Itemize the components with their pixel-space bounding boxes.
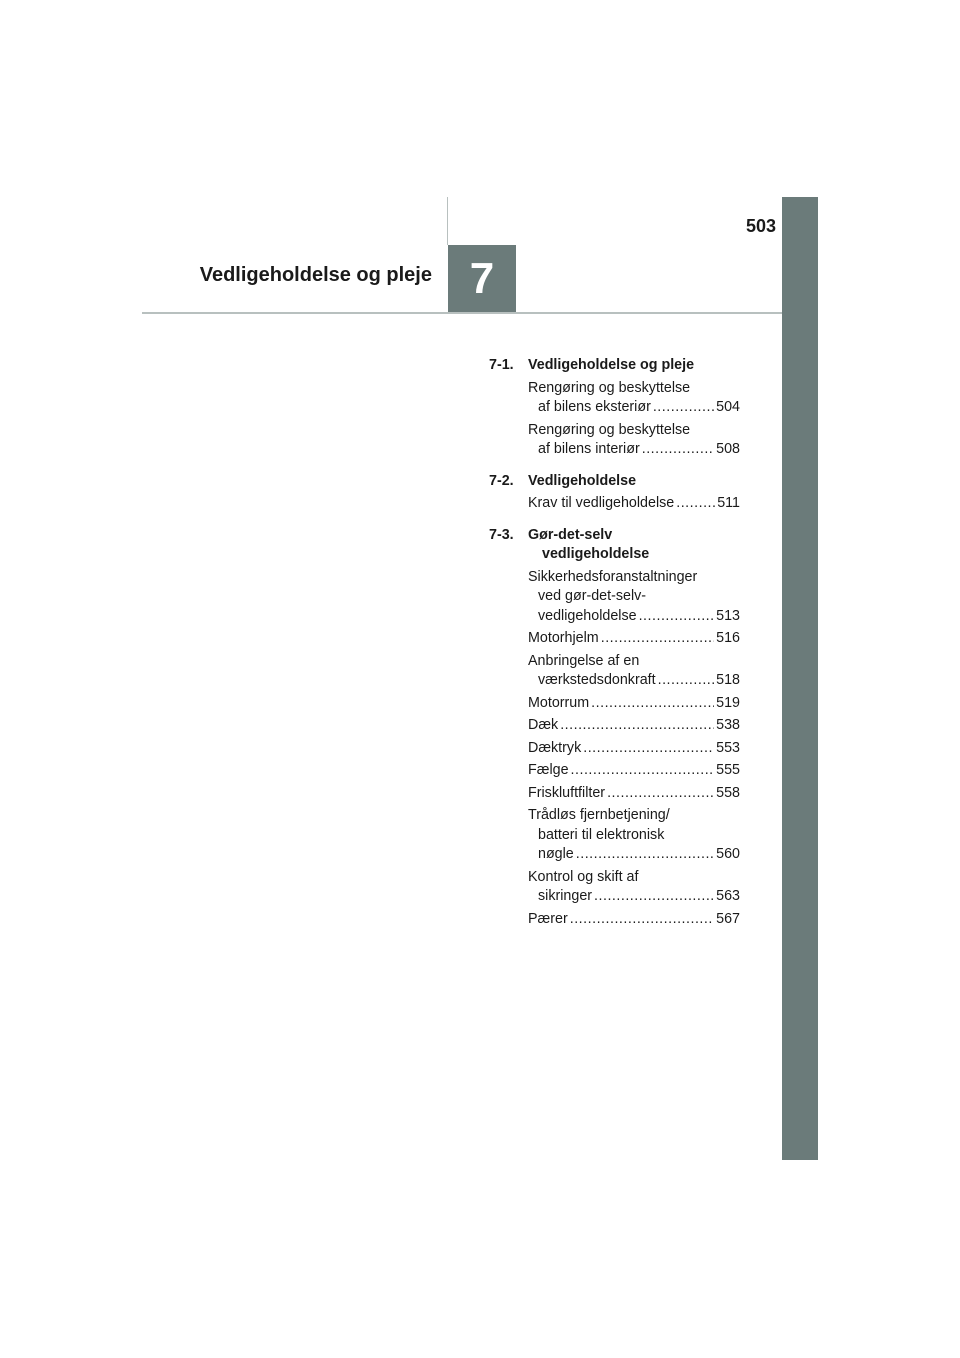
chapter-side-tab (782, 197, 818, 1160)
toc-entry-text: Motorhjelm (528, 630, 599, 646)
dot-leader (560, 716, 714, 736)
toc-entry[interactable] (480, 694, 740, 714)
toc-entry-leader-line (528, 398, 740, 418)
toc-section-heading (480, 356, 740, 376)
toc-entry-line: batteri til elektronisk (538, 826, 665, 843)
dot-leader (676, 494, 715, 514)
toc-entry-page-number: 555 (716, 762, 740, 778)
toc-entry[interactable] (480, 739, 740, 759)
toc-entry-page-number: 511 (717, 495, 740, 511)
toc-entry-text: af bilens interiør (538, 441, 640, 457)
toc-entry[interactable] (480, 568, 740, 627)
toc-section-number: 7-3. (489, 526, 514, 543)
toc-entry-page-number: 516 (716, 630, 740, 646)
toc-entry-line: Trådløs fjernbetjening/ (528, 807, 670, 823)
page-number: 503 (745, 216, 776, 236)
vertical-divider (447, 197, 448, 245)
toc-entry-page-number: 563 (716, 888, 740, 904)
toc-entry-text: af bilens eksteriør (538, 399, 651, 415)
toc-section-title: Vedligeholdelse (528, 472, 637, 489)
toc-entry-leader-line (528, 671, 740, 691)
dot-leader (639, 607, 715, 627)
toc-section (480, 356, 740, 460)
toc-entry-page-number: 553 (716, 739, 740, 756)
toc-entry-page-number: 560 (716, 846, 740, 862)
toc-entry-leader-line (528, 694, 740, 714)
dot-leader (591, 694, 714, 714)
toc-entry-leader-line (528, 607, 740, 627)
toc-entry-text: Krav til vedligeholdelse (528, 495, 675, 511)
toc-section-heading (480, 526, 740, 565)
toc-entry-leader-line (528, 845, 740, 865)
header-divider (142, 312, 782, 314)
toc-entry-line: Sikkerhedsforanstaltninger (528, 568, 698, 585)
toc-entry-text: Friskluftfilter (528, 784, 606, 801)
toc-entry[interactable] (480, 761, 740, 781)
toc-entry-leader-line (528, 887, 740, 907)
toc-section (480, 526, 740, 930)
toc-section (480, 472, 740, 514)
toc-entry-leader-line (528, 494, 740, 514)
dot-leader (653, 398, 714, 418)
toc-entry-page-number: 519 (716, 694, 740, 711)
toc-entry-leader-line (528, 440, 740, 460)
toc-entry[interactable] (480, 379, 740, 418)
dot-leader (601, 629, 714, 649)
dot-leader (571, 761, 715, 781)
toc-entry-leader-line (528, 739, 740, 759)
toc-entry-text: Dæk (528, 717, 559, 733)
toc-entry[interactable] (480, 806, 740, 865)
toc-entry-text: sikringer (538, 888, 593, 904)
toc-entry-page-number: 538 (716, 717, 740, 733)
toc-entry-leader-line (528, 629, 740, 649)
toc-entry-page-number: 567 (716, 910, 740, 927)
dot-leader (570, 910, 714, 930)
chapter-title: Vedligeholdelse og pleje (199, 264, 432, 286)
toc-entry-text: Motorrum (528, 694, 590, 711)
toc-entry[interactable] (480, 784, 740, 804)
toc-entry-leader-line (528, 716, 740, 736)
toc-entry-text: Fælge (528, 762, 569, 778)
toc-entry-text: Pærer (528, 910, 568, 927)
toc-entry-line: ved gør-det-selv- (538, 588, 647, 604)
chapter-number-box (448, 245, 516, 312)
toc-entry-leader-line (528, 910, 740, 930)
toc-entry-line: Rengøring og beskyttelse (528, 379, 691, 396)
toc-section-number: 7-2. (489, 472, 514, 489)
dot-leader (583, 739, 714, 759)
toc-entry-text: vedligeholdelse (538, 607, 637, 624)
toc-entry-text: værkstedsdonkraft (538, 672, 656, 688)
toc-entry-text: Dæktryk (528, 739, 582, 756)
toc-entry-page-number: 558 (716, 784, 740, 801)
table-of-contents (480, 356, 740, 941)
toc-section-title: Vedligeholdelse og pleje (528, 357, 695, 373)
toc-entry-page-number: 508 (716, 441, 740, 457)
toc-entry[interactable] (480, 868, 740, 907)
dot-leader (576, 845, 714, 865)
chapter-number: 7 (469, 253, 495, 303)
toc-entry-line: Anbringelse af en (528, 652, 640, 669)
toc-section-number: 7-1. (489, 357, 514, 373)
toc-section-title-continued: vedligeholdelse (542, 546, 650, 562)
toc-section-title: Gør-det-selv (528, 526, 613, 543)
dot-leader (607, 784, 714, 804)
toc-entry[interactable] (480, 652, 740, 691)
toc-entry[interactable] (480, 910, 740, 930)
toc-entry-text: nøgle (538, 846, 574, 862)
toc-entry-leader-line (528, 784, 740, 804)
dot-leader (594, 887, 714, 907)
toc-section-heading (480, 472, 740, 492)
toc-entry[interactable] (480, 629, 740, 649)
toc-entry-page-number: 513 (716, 607, 740, 624)
toc-entry-line: Kontrol og skift af (528, 868, 639, 885)
dot-leader (658, 671, 715, 691)
toc-entry-page-number: 504 (716, 399, 740, 415)
toc-entry-page-number: 518 (716, 672, 740, 688)
toc-entry-line: Rengøring og beskyttelse (528, 421, 691, 438)
toc-entry-leader-line (528, 761, 740, 781)
toc-entry[interactable] (480, 494, 740, 514)
toc-entry[interactable] (480, 421, 740, 460)
dot-leader (642, 440, 714, 460)
toc-entry[interactable] (480, 716, 740, 736)
